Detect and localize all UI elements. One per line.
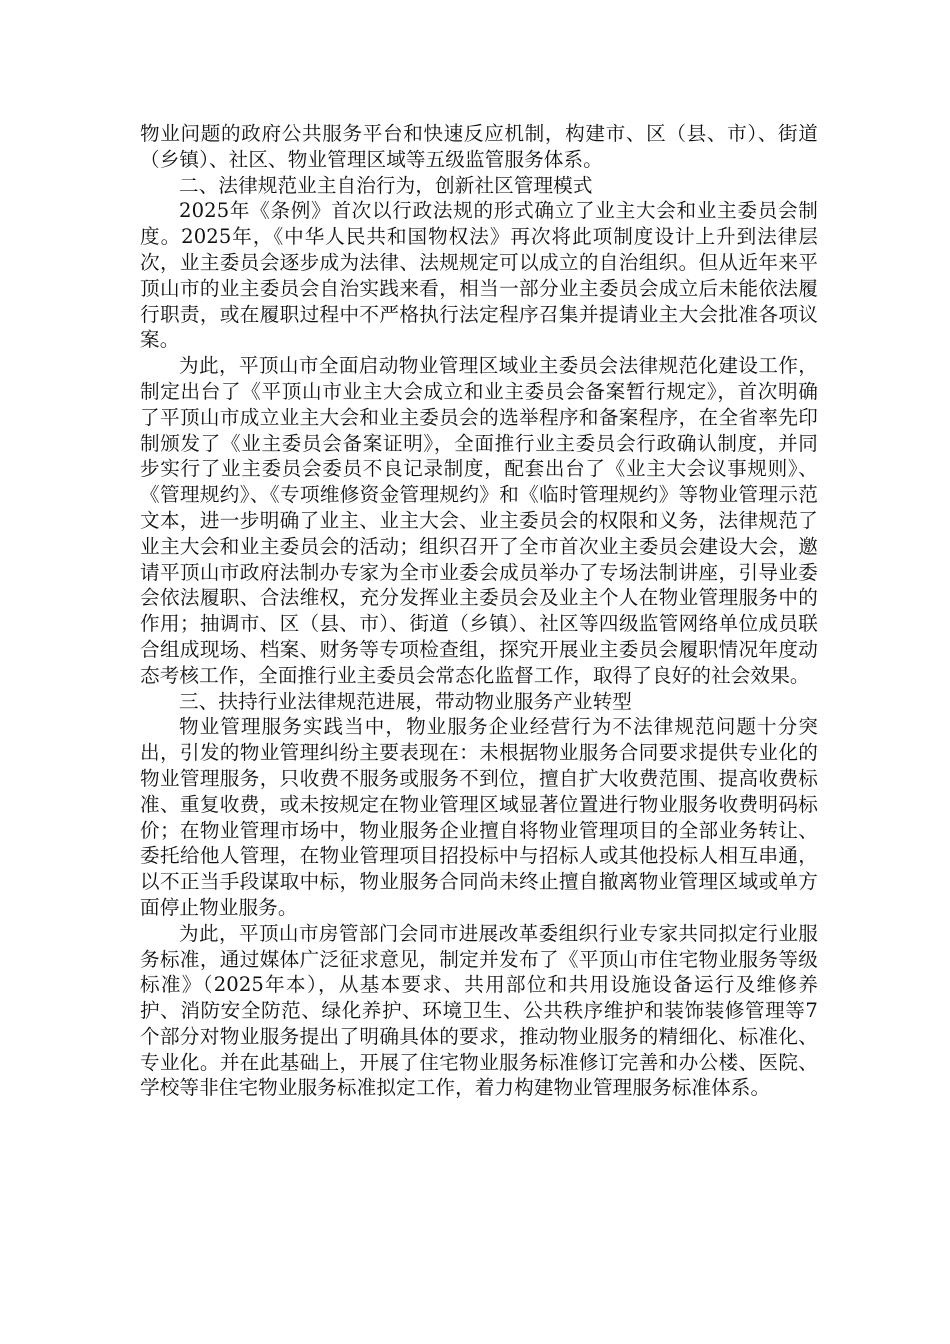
- paragraph-intro-continuation: 物业问题的政府公共服务平台和快速反应机制，构建市、区（县、市）、街道（乡镇）、社区、物业管理区域等五级监管服务体系。: [140, 122, 818, 171]
- paragraph-service-standards: 为此，平顶山市房管部门会同市进展改革委组织行业专家共同拟定行业服务标准，通过媒体广泛征求意见，制定并发布了《平顶山市住宅物业服务等级标准》（2025年本），从基本要求、共用部位和共用设施设备运行及维修养护、消防安全防范、绿化养护、环境卫生、公共秩序维护和装饰装修管理等7个部分对物业服务提出了明确具体的要求，推动物业服务的精细化、标准化、专业化。并在此基础上，开展了住宅物业服务标准修订完善和办公楼、医院、学校等非住宅物业服务标准拟定工作，着力构建物业管理服务标准体系。: [140, 921, 818, 1100]
- section-heading-three: 三、扶持行业法律规范进展，带动物业服务产业转型: [179, 689, 632, 713]
- document-page: [140, 121, 818, 1101]
- paragraph-industry-problems: 物业管理服务实践当中，物业服务企业经营行为不法律规范问题十分突出，引发的物业管理纠纷主要表现在：未根据物业服务合同要求提供专业化的物业管理服务，只收费不服务或服务不到位，擅自扩大收费范围、提高收费标准、重复收费，或未按规定在物业管理区域显著位置进行物业服务收费明码标价；在物业管理市场中，物业服务企业擅自将物业管理项目的全部业务转让、委托给他人管理，在物业管理项目招投标中与招标人或其他投标人相互串通，以不正当手段谋取中标，物业服务合同尚未终止擅自撤离物业管理区域或单方面停止物业服务。: [140, 715, 818, 919]
- paragraph-regulation-history: 2025年《条例》首次以行政法规的形式确立了业主大会和业主委员会制度。2025年，《中华人民共和国物权法》再次将此项制度设计上升到法律层次，业主委员会逐步成为法律、法规规定可以成立的自治组织。但从近年来平顶山市的业主委员会自治实践来看，相当一部分业主委员会成立后未能依法履行职责，或在履职过程中不严格执行法定程序召集并提请业主大会批准各项议案。: [140, 199, 818, 352]
- paragraph-owners-committee-measures: 为此，平顶山市全面启动物业管理区域业主委员会法律规范化建设工作，制定出台了《平顶山市业主大会成立和业主委员会备案暂行规定》，首次明确了平顶山市成立业主大会和业主委员会的选举程序和备案程序，在全省率先印制颁发了《业主委员会备案证明》，全面推行业主委员会行政确认制度，并同步实行了业主委员会委员不良记录制度，配套出台了《业主大会议事规则》、《管理规约》、《专项维修资金管理规约》和《临时管理规约》等物业管理示范文本，进一步明确了业主、业主大会、业主委员会的权限和义务，法律规范了业主大会和业主委员会的活动；组织召开了全市首次业主委员会建设大会，邀请平顶山市政府法制办专家为全市业委会成员举办了专场法制讲座，引导业委会依法履职、合法维权，充分发挥业主委员会及业主个人在物业管理服务中的作用；抽调市、区（县、市）、街道（乡镇）、社区等四级监管网络单位成员联合组成现场、档案、财务等专项检查组，探究开展业主委员会履职情况年度动态考核工作，全面推行业主委员会常态化监督工作，取得了良好的社会效果。: [140, 354, 818, 687]
- section-heading-two: 二、法律规范业主自治行为，创新社区管理模式: [179, 173, 593, 197]
